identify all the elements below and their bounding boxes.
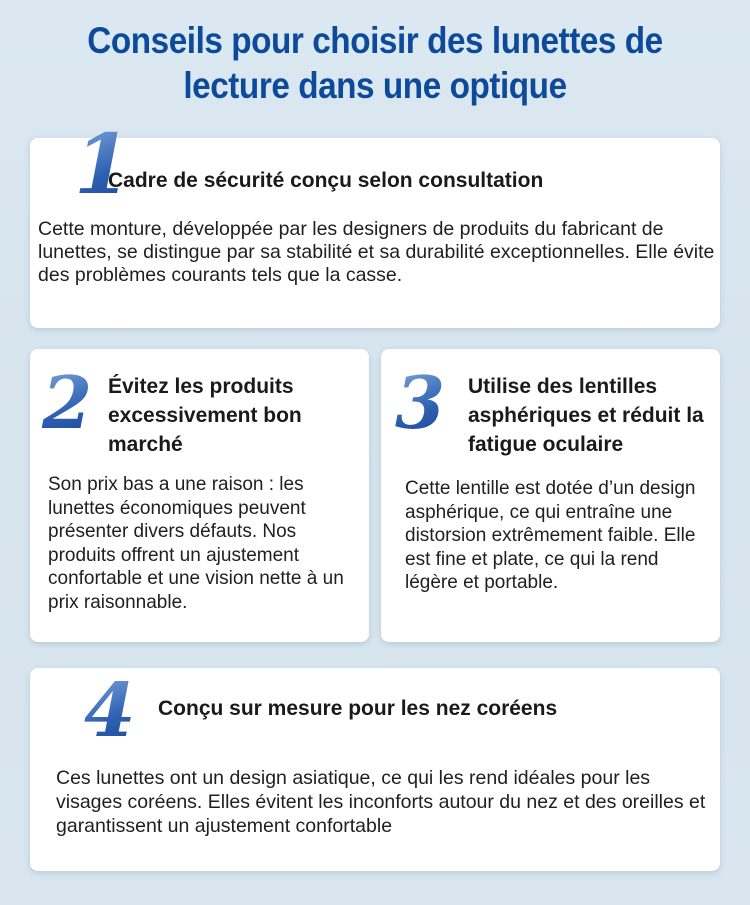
tip-number-3: 3	[395, 360, 446, 445]
tip-number-2: 2	[42, 360, 93, 445]
title-line-2: lecture dans une optique	[183, 65, 567, 106]
tip-heading-3: Utilise des lentilles asphériques et réduit la fatigue oculaire	[468, 375, 704, 456]
tip-text-4: Ces lunettes ont un design asiatique, ce qui les rend idéales pour les visages coréens. Elles évitent les inconforts autour du nez et des oreilles et garantissent un ajustement confortable	[56, 767, 706, 837]
tip-heading-2: Évitez les produits excessivement bon marché	[108, 375, 302, 456]
tip-card-3	[381, 349, 720, 642]
tip-text-3: Cette lentille est dotée d’un design asphérique, ce qui entraîne une distorsion extrêmement faible. Elle est fine et plate, ce qui la rend légère et portable.	[405, 478, 696, 593]
tip-card-4	[30, 668, 720, 871]
tip-heading-4: Conçu sur mesure pour les nez coréens	[158, 697, 558, 720]
tip-number-4: 4	[84, 668, 136, 754]
tip-text-1: Cette monture, développée par les designers de produits du fabricant de lunettes, se distingue par sa stabilité et sa durabilité exceptionnelles. Elle évite des problèmes courants tels que la casse.	[38, 218, 715, 286]
page-title	[38, 18, 713, 108]
title-line-1: Conseils pour choisir des lunettes de	[87, 20, 663, 61]
tip-card-1	[30, 117, 720, 328]
tip-text-2: Son prix bas a une raison : les lunettes économiques peuvent présenter divers défauts. Nos produits offrent un ajustement confortable et une vision nette à un prix raisonnable.	[48, 474, 344, 613]
tip-card-2	[30, 349, 369, 642]
tip-heading-1: Cadre de sécurité conçu selon consultation	[108, 169, 544, 192]
tip-number-1: 1	[74, 117, 132, 213]
